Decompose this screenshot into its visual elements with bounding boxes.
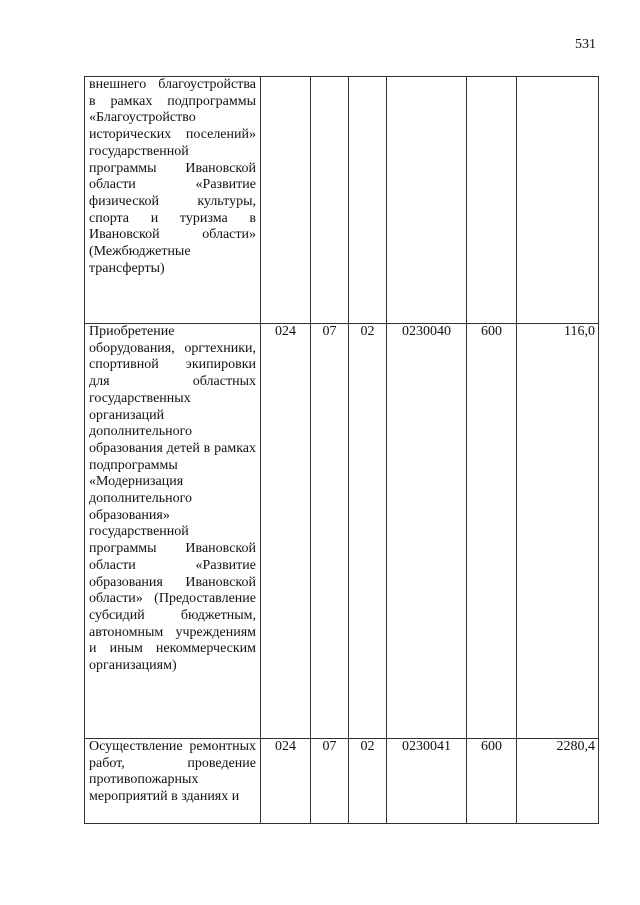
row-description: Приобретение оборудования, оргтехники, спортивной экипировки для областных государственных организаций дополнительного образования детей в рамках подпрограммы «Модернизация дополнительного образования» государственной программы Ивановской области «Развитие образования Ивановской области» (Предоставление субсидий бюджетным, автономным учреждениям и иным некоммерческим организациям)	[85, 324, 261, 739]
subsection-code	[349, 77, 387, 324]
target-code: 0230040	[387, 324, 467, 739]
page-number: 531	[575, 37, 596, 52]
expense-type-code	[467, 77, 517, 324]
row-description: внешнего благоустройства в рамках подпрограммы «Благоустройство исторических поселений» государственной программы Ивановской области «Развитие физической культуры, спорта и туризма в Ивановской области» (Межбюджетные трансферты)	[85, 77, 261, 324]
target-code: 0230041	[387, 739, 467, 824]
ministry-code	[261, 77, 311, 324]
table-row	[85, 739, 599, 824]
section-code	[311, 77, 349, 324]
section-code: 07	[311, 324, 349, 739]
subsection-code: 02	[349, 324, 387, 739]
expense-type-code: 600	[467, 739, 517, 824]
table-row	[85, 77, 599, 324]
row-description: Осуществление ремонтных работ, проведение противопожарных мероприятий в зданиях и	[85, 739, 261, 824]
table-row	[85, 324, 599, 739]
amount-value: 2280,4	[517, 739, 599, 824]
amount-value: 116,0	[517, 324, 599, 739]
budget-table	[84, 76, 599, 824]
expense-type-code: 600	[467, 324, 517, 739]
ministry-code: 024	[261, 739, 311, 824]
section-code: 07	[311, 739, 349, 824]
amount-value	[517, 77, 599, 324]
ministry-code: 024	[261, 324, 311, 739]
subsection-code: 02	[349, 739, 387, 824]
target-code	[387, 77, 467, 324]
